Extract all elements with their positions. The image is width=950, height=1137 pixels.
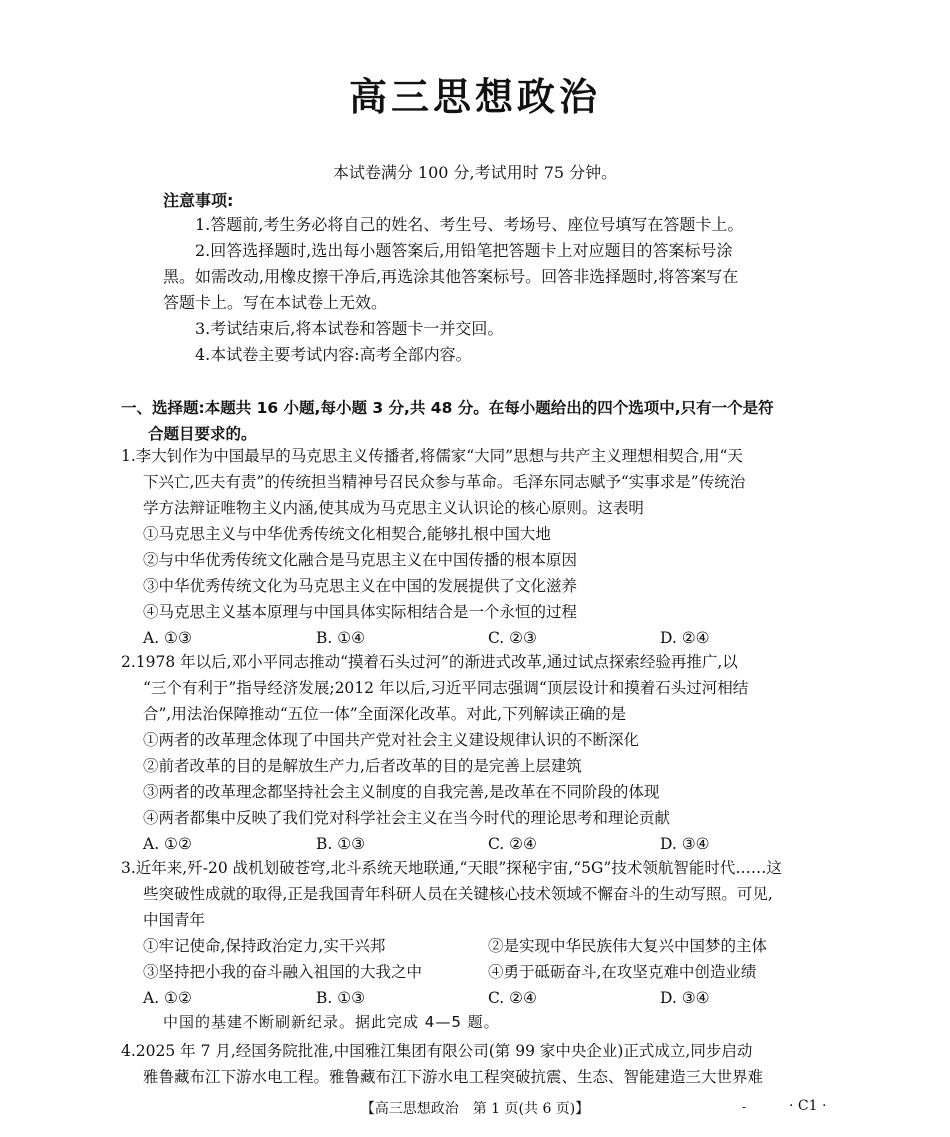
choice-c: C. ②④ — [488, 835, 537, 853]
question-option: ②与中华优秀传统文化融合是马克思主义在中国传播的根本原因 — [143, 551, 578, 569]
question-2 — [121, 649, 833, 857]
choice-b: B. ①③ — [316, 835, 366, 853]
material-intro: 中国的基建不断刷新纪录。据此完成 4—5 题。 — [163, 1013, 500, 1031]
section-line: 合题目要求的。 — [148, 425, 257, 443]
answer-choices — [121, 625, 833, 651]
question-stem-line: 4.2025 年 7 月,经国务院批准,中国雅江集团有限公司(第 99 家中央企业)正式成立,同步启动 — [121, 1042, 753, 1060]
choice-a: A. ①③ — [143, 629, 192, 647]
notice-heading: 注意事项: — [163, 191, 234, 210]
notice-line: 2.回答选择题时,选出每小题答案后,用铅笔把答题卡上对应题目的答案标号涂 — [195, 241, 733, 260]
paper-code: · C1 · — [789, 1098, 827, 1114]
question-stem-line: “三个有利于”指导经济发展;2012 年以后,习近平同志强调“顶层设计和摸着石头过河相结 — [143, 679, 749, 697]
question-option: ①马克思主义与中华优秀传统文化相契合,能够扎根中国大地 — [143, 525, 551, 543]
question-option: ②前者改革的目的是解放生产力,后者改革的目的是完善上层建筑 — [143, 757, 582, 775]
notice-line: 4.本试卷主要考试内容:高考全部内容。 — [195, 345, 472, 364]
notice-block — [163, 212, 823, 368]
choice-c: C. ②③ — [488, 629, 537, 647]
page-title: 高三思想政治 — [348, 75, 601, 119]
page-footer: 【高三思想政治 第 1 页(共 6 页)】 — [360, 1101, 590, 1117]
question-stem-line: 合”,用法治保障推动“五位一体”全面深化改革。对此,下列解读正确的是 — [143, 705, 627, 723]
question-4 — [121, 1038, 833, 1090]
question-option: ④两者都集中反映了我们党对科学社会主义在当今时代的理论思考和理论贡献 — [143, 809, 671, 827]
question-stem-line: 下兴亡,匹夫有责”的传统担当精神号召民众参与革命。毛泽东同志赋予“实事求是”传统治 — [143, 473, 746, 491]
footer-mark: - — [742, 1100, 747, 1114]
notice-line: 黑。如需改动,用橡皮擦干净后,再选涂其他答案标号。回答非选择题时,将答案写在 — [163, 267, 739, 286]
choice-b: B. ①③ — [316, 989, 366, 1007]
answer-choices — [121, 985, 833, 1011]
question-option: ③两者的改革理念都坚持社会主义制度的自我完善,是改革在不同阶段的体现 — [143, 783, 660, 801]
notice-line: 答题卡上。写在本试卷上无效。 — [163, 293, 388, 312]
question-1 — [121, 443, 833, 651]
question-option: ②是实现中华民族伟大复兴中国梦的主体 — [488, 937, 768, 955]
question-stem-line: 些突破性成就的取得,正是我国青年科研人员在关键核心技术领域不懈奋斗的生动写照。可见, — [143, 885, 773, 903]
question-stem-line: 雅鲁藏布江下游水电工程。雅鲁藏布江下游水电工程突破抗震、生态、智能建造三大世界难 — [143, 1068, 764, 1086]
question-stem-line: 2.1978 年以后,邓小平同志推动“摸着石头过河”的渐进式改革,通过试点探索经验再推广,以 — [121, 653, 738, 671]
choice-d: D. ②④ — [660, 629, 710, 647]
question-option: ③中华优秀传统文化为马克思主义在中国的发展提供了文化滋养 — [143, 577, 578, 595]
notice-line: 1.答题前,考生务必将自己的姓名、考生号、考场号、座位号填写在答题卡上。 — [195, 215, 744, 234]
choice-c: C. ②④ — [488, 989, 537, 1007]
question-option: ③坚持把小我的奋斗融入祖国的大我之中 — [143, 963, 423, 981]
section-line: 一、选择题:本题共 16 小题,每小题 3 分,共 48 分。在每小题给出的四个选项中,只有一个是符 — [121, 399, 774, 417]
option-row — [121, 933, 833, 959]
question-option: ①两者的改革理念体现了中国共产党对社会主义建设规律认识的不断深化 — [143, 731, 640, 749]
question-option: ④勇于砥砺奋斗,在攻坚克难中创造业绩 — [488, 963, 757, 981]
answer-choices — [121, 831, 833, 857]
question-stem-line: 中国青年 — [143, 911, 206, 929]
option-row — [121, 959, 833, 985]
choice-d: D. ③④ — [660, 835, 710, 853]
question-3 — [121, 855, 833, 1011]
choice-a: A. ①② — [143, 835, 192, 853]
choice-a: A. ①② — [143, 989, 192, 1007]
exam-info: 本试卷满分 100 分,考试用时 75 分钟。 — [332, 163, 618, 182]
question-option: ④马克思主义基本原理与中国具体实际相结合是一个永恒的过程 — [143, 603, 578, 621]
choice-b: B. ①④ — [316, 629, 366, 647]
section-heading — [121, 395, 833, 447]
question-stem-line: 学方法辩证唯物主义内涵,使其成为马克思主义认识论的核心原则。这表明 — [143, 499, 644, 517]
choice-d: D. ③④ — [660, 989, 710, 1007]
question-stem-line: 3.近年来,歼-20 战机划破苍穹,北斗系统天地联通,“天眼”探秘宇宙,“5G”技术领航智能时代……这 — [121, 859, 782, 877]
notice-line: 3.考试结束后,将本试卷和答题卡一并交回。 — [195, 319, 504, 338]
question-stem-line: 1.李大钊作为中国最早的马克思主义传播者,将儒家“大同”思想与共产主义理想相契合,用“天 — [121, 447, 743, 465]
question-option: ①牢记使命,保持政治定力,实干兴邦 — [143, 937, 386, 955]
